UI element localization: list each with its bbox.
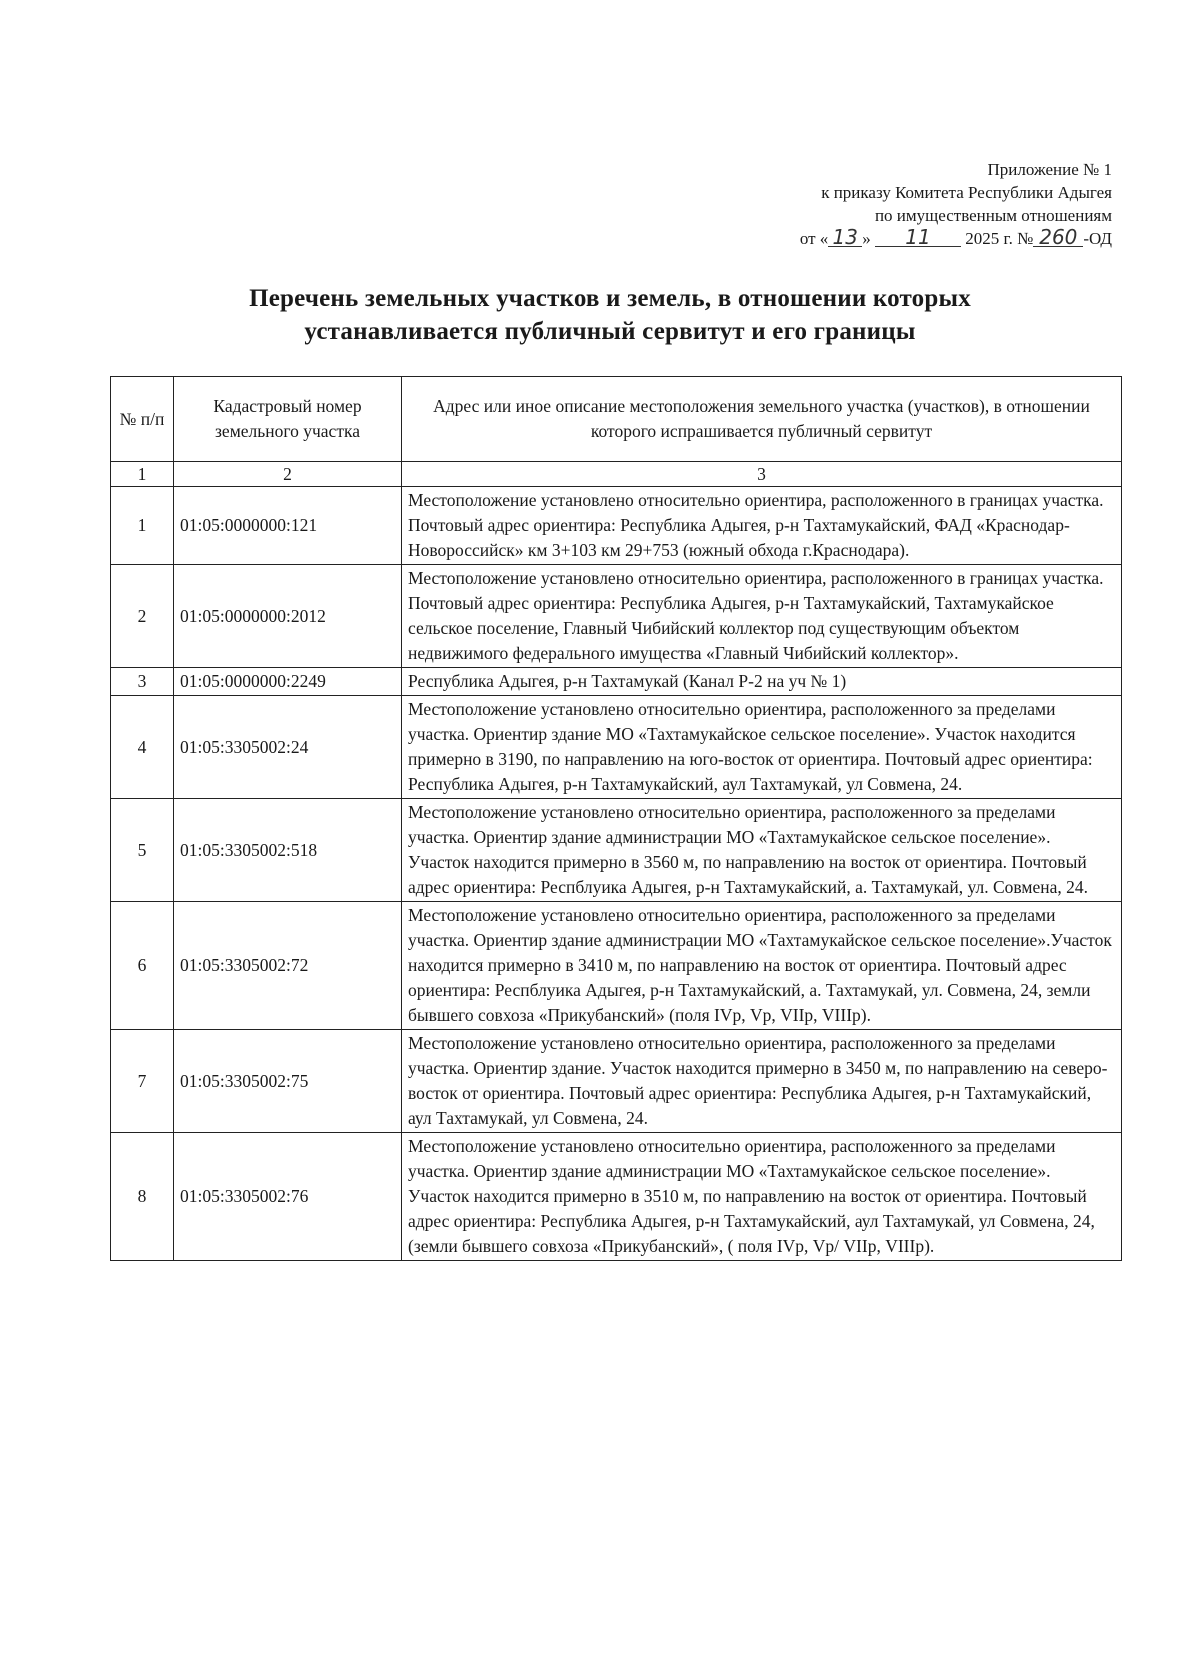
row-cadastral: 01:05:3305002:76 bbox=[174, 1133, 402, 1261]
handwritten-doc-number: 260 bbox=[1033, 228, 1083, 247]
row-num: 2 bbox=[111, 565, 174, 668]
appendix-order-ref: к приказу Комитета Республики Адыгея bbox=[821, 183, 1112, 202]
table-header-row bbox=[111, 377, 1122, 462]
row-cadastral: 01:05:0000000:2249 bbox=[174, 668, 402, 696]
row-cadastral: 01:05:3305002:518 bbox=[174, 799, 402, 902]
table-row bbox=[111, 1133, 1122, 1261]
header-num: № п/п bbox=[111, 377, 174, 462]
header-cadastral: Кадастровый номер земельного участка bbox=[174, 377, 402, 462]
row-address: Местоположение установлено относительно ориентира, расположенного за пределами участка. Ориентир здание администрации МО «Тахтамукайское сельское поселение».Участок находится примерно в 3410 м, по направлению на восток от ориентира. Почтовый адрес ориентира: Респблуика Адыгея, р-н Тахтамукайский, а. Тахтамукай, ул. Совмена, 24, земли бывшего совхоза «Прикубанский» (поля IVр, Vр, VIIр, VIIIр). bbox=[402, 902, 1122, 1030]
header-address: Адрес или иное описание местоположения земельного участка (участков), в отношении которого испрашивается публичный сервитут bbox=[402, 377, 1122, 462]
row-address: Местоположение установлено относительно ориентира, расположенного в границах участка. Почтовый адрес ориентира: Республика Адыгея, р-н Тахтамукайский, Тахтамукайское сельское поселение, Главный Чибийский коллектор под существующим объектом недвижимого федерального имущества «Главный Чибийский коллектор». bbox=[402, 565, 1122, 668]
row-cadastral: 01:05:3305002:72 bbox=[174, 902, 402, 1030]
row-num: 8 bbox=[111, 1133, 174, 1261]
date-mid: » bbox=[862, 229, 871, 248]
table-row bbox=[111, 696, 1122, 799]
row-address: Местоположение установлено относительно ориентира, расположенного за пределами участка. Ориентир здание. Участок находится примерно в 3450 м, по направлению на северо-восток от ориентира. Почтовый адрес ориентира: Республика Адыгея, р-н Тахтамукайский, аул Тахтамукай, ул Совмена, 24. bbox=[402, 1030, 1122, 1133]
handwritten-month: 11 bbox=[875, 228, 961, 247]
title-line-1: Перечень земельных участков и земель, в отношении которых bbox=[249, 285, 971, 312]
date-year: 2025 г. № bbox=[965, 229, 1034, 248]
row-cadastral: 01:05:3305002:75 bbox=[174, 1030, 402, 1133]
row-address: Местоположение установлено относительно ориентира, расположенного за пределами участка. Ориентир здание МО «Тахтамукайское сельское поселение». Участок находится примерно в 3190, по направлению на юго-восток от ориентира. Почтовый адрес ориентира: Республика Адыгея, р-н Тахтамукайский, аул Тахтамукай, ул Совмена, 24. bbox=[402, 696, 1122, 799]
row-num: 6 bbox=[111, 902, 174, 1030]
row-address: Местоположение установлено относительно ориентира, расположенного в границах участка. Почтовый адрес ориентира: Республика Адыгея, р-н Тахтамукайский, ФАД «Краснодар-Новороссийск» км 3+103 км 29+753 (южный обхода г.Краснодара). bbox=[402, 487, 1122, 565]
row-num: 1 bbox=[111, 487, 174, 565]
document-title bbox=[110, 282, 1110, 348]
row-address: Местоположение установлено относительно ориентира, расположенного за пределами участка. Ориентир здание администрации МО «Тахтамукайское сельское поселение». Участок находится примерно в 3560 м, по направлению на восток от ориентира. Почтовый адрес ориентира: Респблуика Адыгея, р-н Тахтамукайский, а. Тахтамукай, ул. Совмена, 24. bbox=[402, 799, 1122, 902]
appendix-title: Приложение № 1 bbox=[987, 160, 1112, 179]
column-number: 1 bbox=[111, 462, 174, 487]
title-line-2: устанавливается публичный сервитут и его границы bbox=[304, 318, 916, 345]
table-row bbox=[111, 799, 1122, 902]
row-cadastral: 01:05:0000000:2012 bbox=[174, 565, 402, 668]
row-cadastral: 01:05:0000000:121 bbox=[174, 487, 402, 565]
column-number: 2 bbox=[174, 462, 402, 487]
table-row bbox=[111, 902, 1122, 1030]
table-row bbox=[111, 1030, 1122, 1133]
handwritten-day: 13 bbox=[828, 228, 862, 247]
doc-suffix: -ОД bbox=[1083, 229, 1112, 248]
appendix-header bbox=[692, 158, 1112, 250]
row-num: 5 bbox=[111, 799, 174, 902]
date-prefix: от « bbox=[799, 229, 829, 248]
row-num: 4 bbox=[111, 696, 174, 799]
row-num: 7 bbox=[111, 1030, 174, 1133]
row-cadastral: 01:05:3305002:24 bbox=[174, 696, 402, 799]
row-address: Местоположение установлено относительно ориентира, расположенного за пределами участка. Ориентир здание администрации МО «Тахтамукайское сельское поселение». Участок находится примерно в 3510 м, по направлению на восток от ориентира. Почтовый адрес ориентира: Республика Адыгея, р-н Тахтамукайский, аул Тахтамукай, ул Совмена, 24, (земли бывшего совхоза «Прикубанский», ( поля IVр, Vр/ VIIр, VIIIр). bbox=[402, 1133, 1122, 1261]
column-number-row bbox=[111, 462, 1122, 487]
column-number: 3 bbox=[402, 462, 1122, 487]
appendix-date-line bbox=[692, 227, 1112, 250]
parcels-table bbox=[110, 376, 1122, 1261]
table-row bbox=[111, 565, 1122, 668]
table-row bbox=[111, 668, 1122, 696]
appendix-committee: по имущественным отношениям bbox=[874, 206, 1112, 225]
table-row bbox=[111, 487, 1122, 565]
row-num: 3 bbox=[111, 668, 174, 696]
row-address: Республика Адыгея, р-н Тахтамукай (Канал Р-2 на уч № 1) bbox=[402, 668, 1122, 696]
